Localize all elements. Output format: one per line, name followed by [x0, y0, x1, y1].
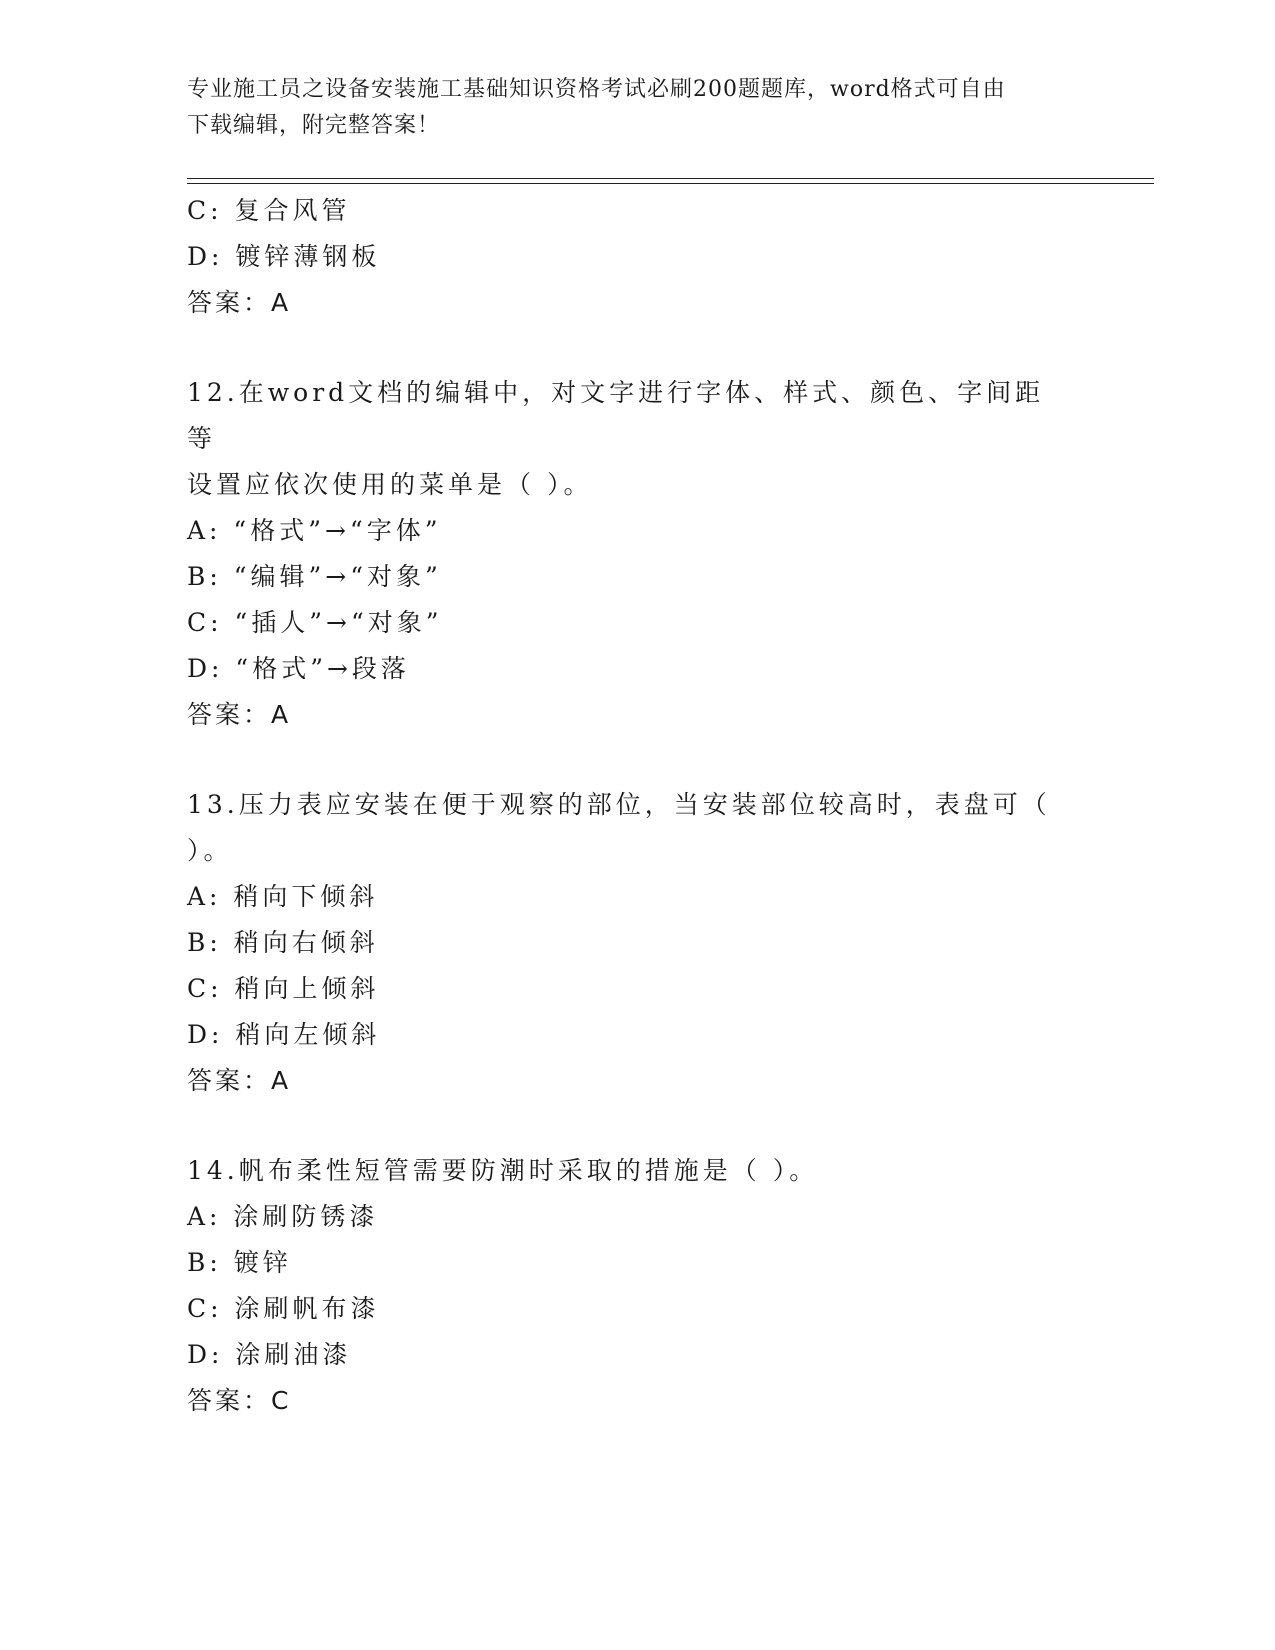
option-a: A: 涂刷防锈漆 [187, 1202, 379, 1231]
question-text-line: 13.压力表应安装在便于观察的部位，当安装部位较高时，表盘可（ [187, 790, 1051, 819]
answer-line: 答案：A [187, 700, 292, 729]
answer-line: 答案：A [187, 288, 292, 317]
option-d: D: 稍向左倾斜 [187, 1020, 381, 1049]
previous-question-tail [187, 188, 1087, 326]
answer-line: 答案：C [187, 1386, 292, 1415]
option-a: A: “格式”→“字体” [187, 516, 442, 545]
header-line-2: 下载编辑，附完整答案！ [187, 113, 441, 138]
answer-line: 答案：A [187, 1066, 292, 1095]
header-rule-bottom [187, 183, 1154, 184]
option-c: C: 复合风管 [187, 196, 351, 225]
option-c: C: 稍向上倾斜 [187, 974, 380, 1003]
question-12 [187, 370, 1087, 738]
question-text-line: 设置应依次使用的菜单是（ ）。 [187, 470, 593, 499]
question-13 [187, 782, 1087, 1104]
document-header [187, 72, 1067, 144]
option-c: C: “插人”→“对象” [187, 608, 443, 637]
option-b: B: 稍向右倾斜 [187, 928, 379, 957]
header-rule-top [187, 178, 1154, 179]
header-line-1: 专业施工员之设备安装施工基础知识资格考试必刷200题题库，word格式可自由 [187, 77, 1006, 102]
question-14 [187, 1148, 1087, 1424]
option-d: D: 镀锌薄钢板 [187, 242, 381, 271]
question-text-line: 12.在word文档的编辑中，对文字进行字体、样式、颜色、字间距等 [187, 378, 1045, 453]
document-body [187, 188, 1087, 1424]
option-a: A: 稍向下倾斜 [187, 882, 379, 911]
option-b: B: “编辑”→“对象” [187, 562, 442, 591]
question-text-line: 14.帆布柔性短管需要防潮时采取的措施是（ ）。 [187, 1156, 819, 1185]
question-text-line: ）。 [187, 836, 233, 865]
option-d: D: 涂刷油漆 [187, 1340, 352, 1369]
option-c: C: 涂刷帆布漆 [187, 1294, 380, 1323]
option-b: B: 镀锌 [187, 1248, 292, 1277]
option-d: D: “格式”→段落 [187, 654, 410, 683]
